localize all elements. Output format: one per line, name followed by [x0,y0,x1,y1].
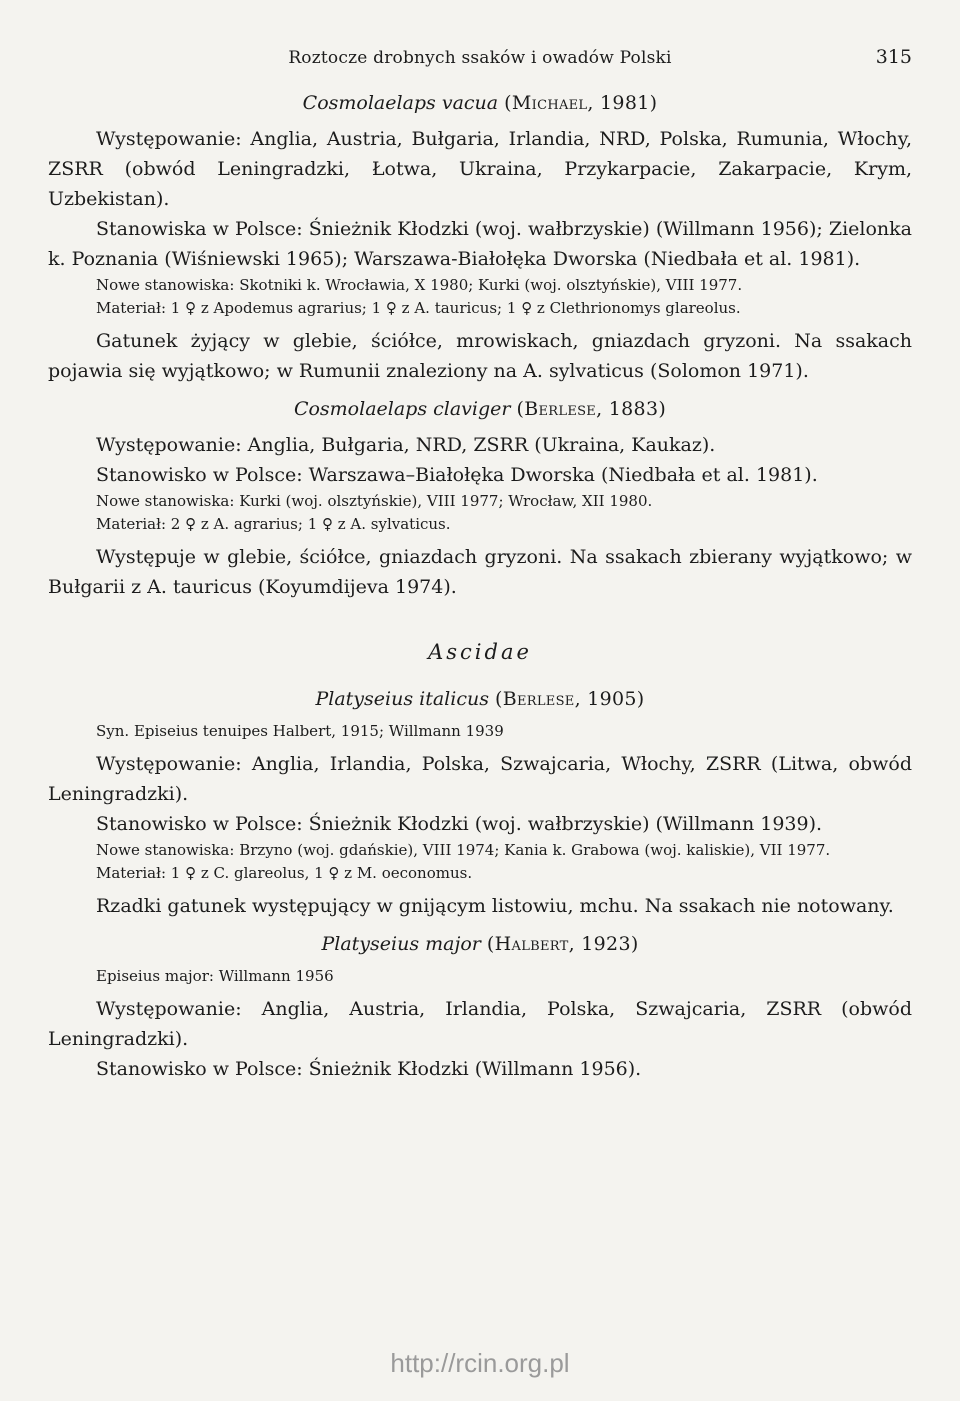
remarks-paragraph: Rzadki gatunek występujący w gnijącym listowiu, mchu. Na ssakach nie notowany. [96,895,894,917]
species-name: Platyseius major [321,933,481,955]
species-author: (Halbert, 1923) [486,933,639,955]
material-paragraph: Materiał: 1 ♀ z Apodemus agrarius; 1 ♀ z A. tauricus; 1 ♀ z Clethrionomys glareolus. [96,299,741,317]
family-heading: Ascidae [428,640,532,664]
running-title: Roztocze drobnych ssaków i owadów Polski [288,48,672,68]
species-heading-platyseius-italicus [48,688,912,710]
species-heading-cosmolaelaps-claviger [48,398,912,420]
species-author: (Michael, 1981) [504,92,658,114]
occurrence-paragraph: Występowanie: Anglia, Austria, Irlandia, Polska, Szwajcaria, ZSRR (obwód Leningradzki). [48,998,912,1050]
stations-paragraph: Stanowisko w Polsce: Warszawa–Białołęka Dworska (Niedbała et al. 1981). [96,464,818,486]
stations-paragraph: Stanowiska w Polsce: Śnieżnik Kłodzki (woj. wałbrzyskie) (Willmann 1956); Zielonka k. Poznania (Wiśniewski 1965); Warszawa-Białołęka Dworska (Niedbała et al. 1981). [48,218,912,270]
document-page [48,40,912,1084]
material-paragraph: Materiał: 1 ♀ z C. glareolus, 1 ♀ z M. oeconomus. [96,864,473,882]
species-name: Cosmolaelaps vacua [302,92,499,114]
page-header [48,40,912,80]
stations-paragraph: Stanowisko w Polsce: Śnieżnik Kłodzki (woj. wałbrzyskie) (Willmann 1939). [96,813,823,835]
watermark-url: http://rcin.org.pl [390,1348,570,1378]
species-name: Cosmolaelaps claviger [293,398,511,420]
species-heading-cosmolaelaps-vacua [48,92,912,114]
new-stations-paragraph: Nowe stanowiska: Skotniki k. Wrocławia, X 1980; Kurki (woj. olsztyńskie), VIII 1977. [96,276,743,294]
occurrence-paragraph: Występowanie: Anglia, Austria, Bułgaria, Irlandia, NRD, Polska, Rumunia, Włochy, ZSRR (obwód Leningradzki, Łotwa, Ukraina, Przykarpacie, Zakarpacie, Krym, Uzbekistan). [48,128,912,210]
synonym-paragraph: Episeius major: Willmann 1956 [96,967,334,985]
stations-paragraph: Stanowisko w Polsce: Śnieżnik Kłodzki (Willmann 1956). [96,1058,642,1080]
species-author: (Berlese, 1905) [495,688,645,710]
species-heading-platyseius-major [48,933,912,955]
synonym-paragraph: Syn. Episeius tenuipes Halbert, 1915; Willmann 1939 [96,722,504,740]
species-name: Platyseius italicus [315,688,489,710]
new-stations-paragraph: Nowe stanowiska: Kurki (woj. olsztyńskie), VIII 1977; Wrocław, XII 1980. [96,492,653,510]
remarks-paragraph: Występuje w glebie, ściółce, gniazdach gryzoni. Na ssakach zbierany wyjątkowo; w Bułgarii z A. tauricus (Koyumdijeva 1974). [48,546,912,598]
occurrence-paragraph: Występowanie: Anglia, Bułgaria, NRD, ZSRR (Ukraina, Kaukaz). [96,434,716,456]
page-number: 315 [875,46,912,68]
new-stations-paragraph: Nowe stanowiska: Brzyno (woj. gdańskie), VIII 1974; Kania k. Grabowa (woj. kaliskie), VII 1977. [96,841,831,859]
occurrence-paragraph: Występowanie: Anglia, Irlandia, Polska, Szwajcaria, Włochy, ZSRR (Litwa, obwód Leningradzki). [48,753,912,805]
remarks-paragraph: Gatunek żyjący w glebie, ściółce, mrowiskach, gniazdach gryzoni. Na ssakach pojawia się wyjątkowo; w Rumunii znaleziony na A. sylvaticus (Solomon 1971). [48,330,912,382]
material-paragraph: Materiał: 2 ♀ z A. agrarius; 1 ♀ z A. sylvaticus. [96,515,451,533]
species-author: (Berlese, 1883) [516,398,667,420]
